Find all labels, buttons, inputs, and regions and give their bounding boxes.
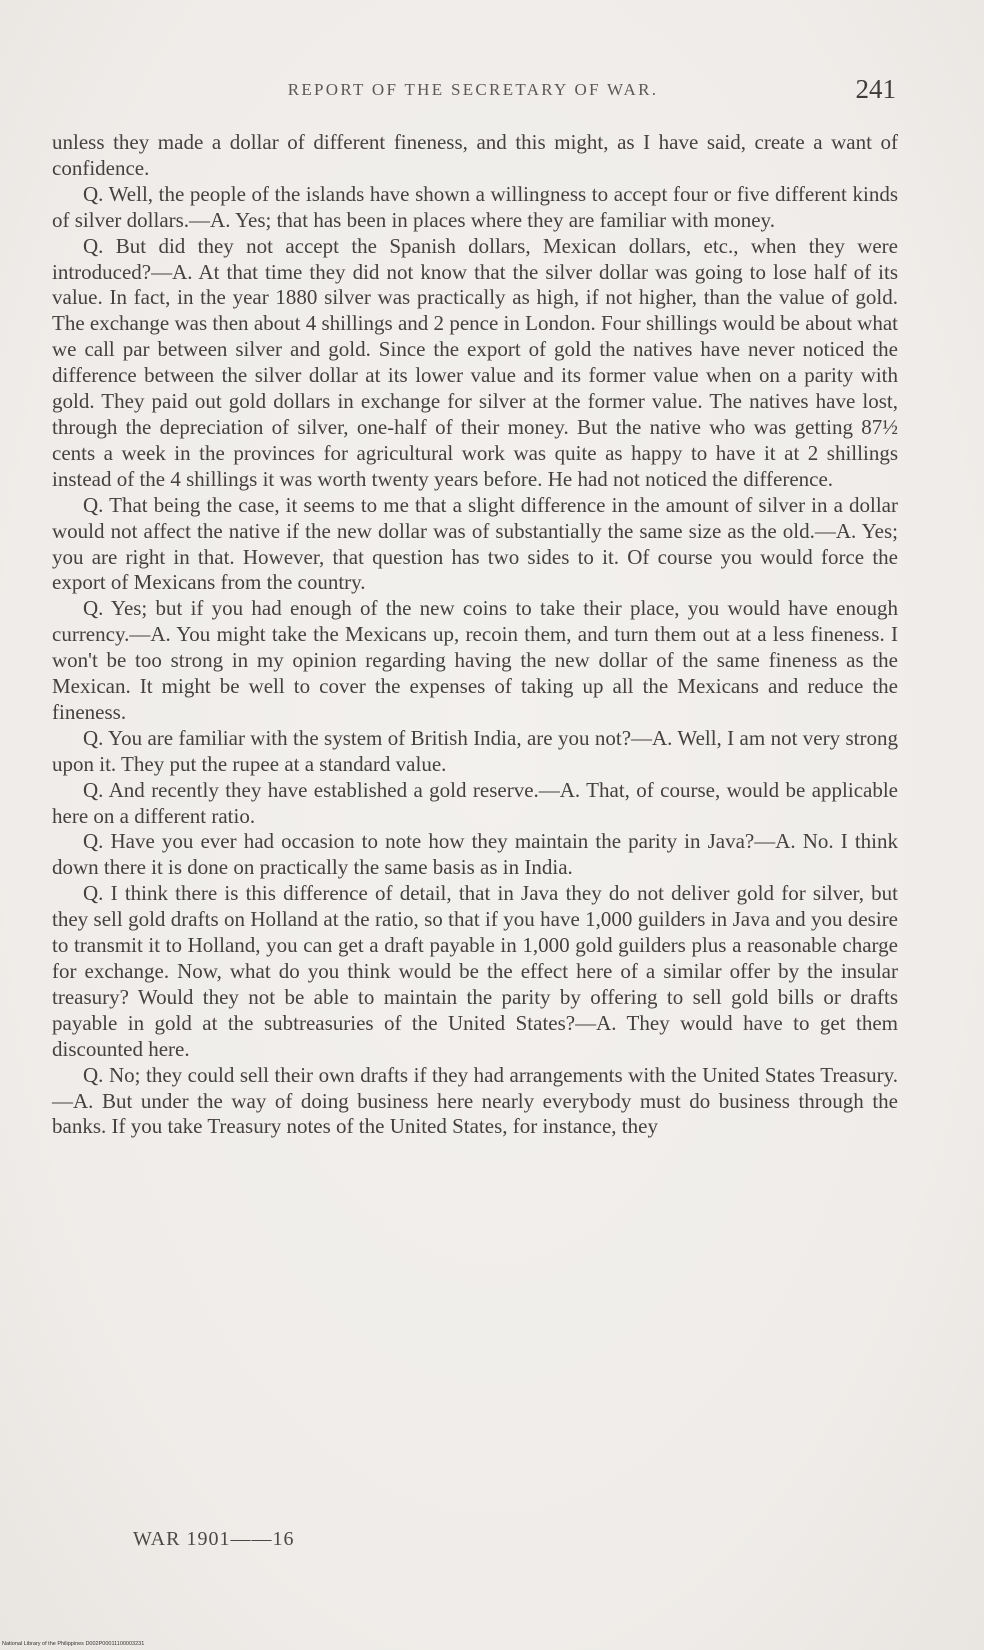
- paragraph: Q. Have you ever had occasion to note how they maintain the parity in Java?—A. No. I think down there it is done on practically the same basis as in India.: [52, 829, 898, 880]
- running-head: REPORT OF THE SECRETARY OF WAR.: [287, 80, 659, 99]
- body-text: [52, 130, 898, 1140]
- paragraph: Q. I think there is this difference of detail, that in Java they do not deliver gold for silver, but they sell gold drafts on Holland at the ratio, so that if you have 1,000 guilders in Java and you desire to transmit it to Holland, you can get a draft payable in 1,000 gold guilders plus a reasonable charge for exchange. Now, what do you think would be the effect here of a similar offer by the insular treasury? Would they not be able to maintain the parity by offering to sell gold bills or drafts payable in gold at the subtreasuries of the United States?—A. They would have to get them discounted here.: [52, 881, 898, 1061]
- scan-credit: National Library of the Philippines D002P00011100003231: [2, 1641, 145, 1647]
- page-number: 241: [855, 74, 896, 104]
- paragraph: Q. Yes; but if you had enough of the new coins to take their place, you would have enough currency.—A. You might take the Mexicans up, recoin them, and turn them out at a less fineness. I won't be too strong in my opinion regarding having the new dollar of the same fineness as the Mexican. It might be well to cover the expenses of taking up all the Mexicans and reduce the fineness.: [52, 596, 898, 724]
- paragraph: Q. No; they could sell their own drafts if they had arrangements with the United States Treasury.—A. But under the way of doing business here nearly everybody must do business through the banks. If you take Treasury notes of the United States, for instance, they: [52, 1062, 898, 1139]
- page-header: [50, 74, 896, 114]
- paragraph: Q. You are familiar with the system of British India, are you not?—A. Well, I am not very strong upon it. They put the rupee at a standard value.: [52, 725, 898, 776]
- paragraph: Q. Well, the people of the islands have shown a willingness to accept four or five different kinds of silver dollars.—A. Yes; that has been in places where they are familiar with money.: [52, 181, 898, 232]
- paragraph: Q. And recently they have established a gold reserve.—A. That, of course, would be applicable here on a different ratio.: [52, 777, 898, 828]
- paragraph-continuation: unless they made a dollar of different fineness, and this might, as I have said, create a want of confidence.: [52, 130, 898, 180]
- paragraph: Q. But did they not accept the Spanish dollars, Mexican dollars, etc., when they were introduced?—A. At that time they did not know that the silver dollar was going to lose half of its value. In fact, in the year 1880 silver was practically as high, if not higher, than the value of gold. The exchange was then about 4 shillings and 2 pence in London. Four shillings would be about what we call par between silver and gold. Since the export of gold the natives have never noticed the difference between the silver dollar at its lower value and its former value when on a parity with gold. They paid out gold dollars in exchange for silver at the former value. The natives have lost, through the depreciation of silver, one-half of their money. But the native who was getting 87½ cents a week in the provinces for agricultural work was quite as happy to have it at 2 shillings instead of the 4 shillings it was worth twenty years before. He had not noticed the difference.: [52, 233, 898, 491]
- paragraph: Q. That being the case, it seems to me that a slight difference in the amount of silver in a dollar would not affect the native if the new dollar was of substantially the same size as the old.—A. Yes; you are right in that. However, that question has two sides to it. Of course you would force the export of Mexicans from the country.: [52, 492, 898, 595]
- signature-line: WAR 1901——16: [133, 1528, 295, 1550]
